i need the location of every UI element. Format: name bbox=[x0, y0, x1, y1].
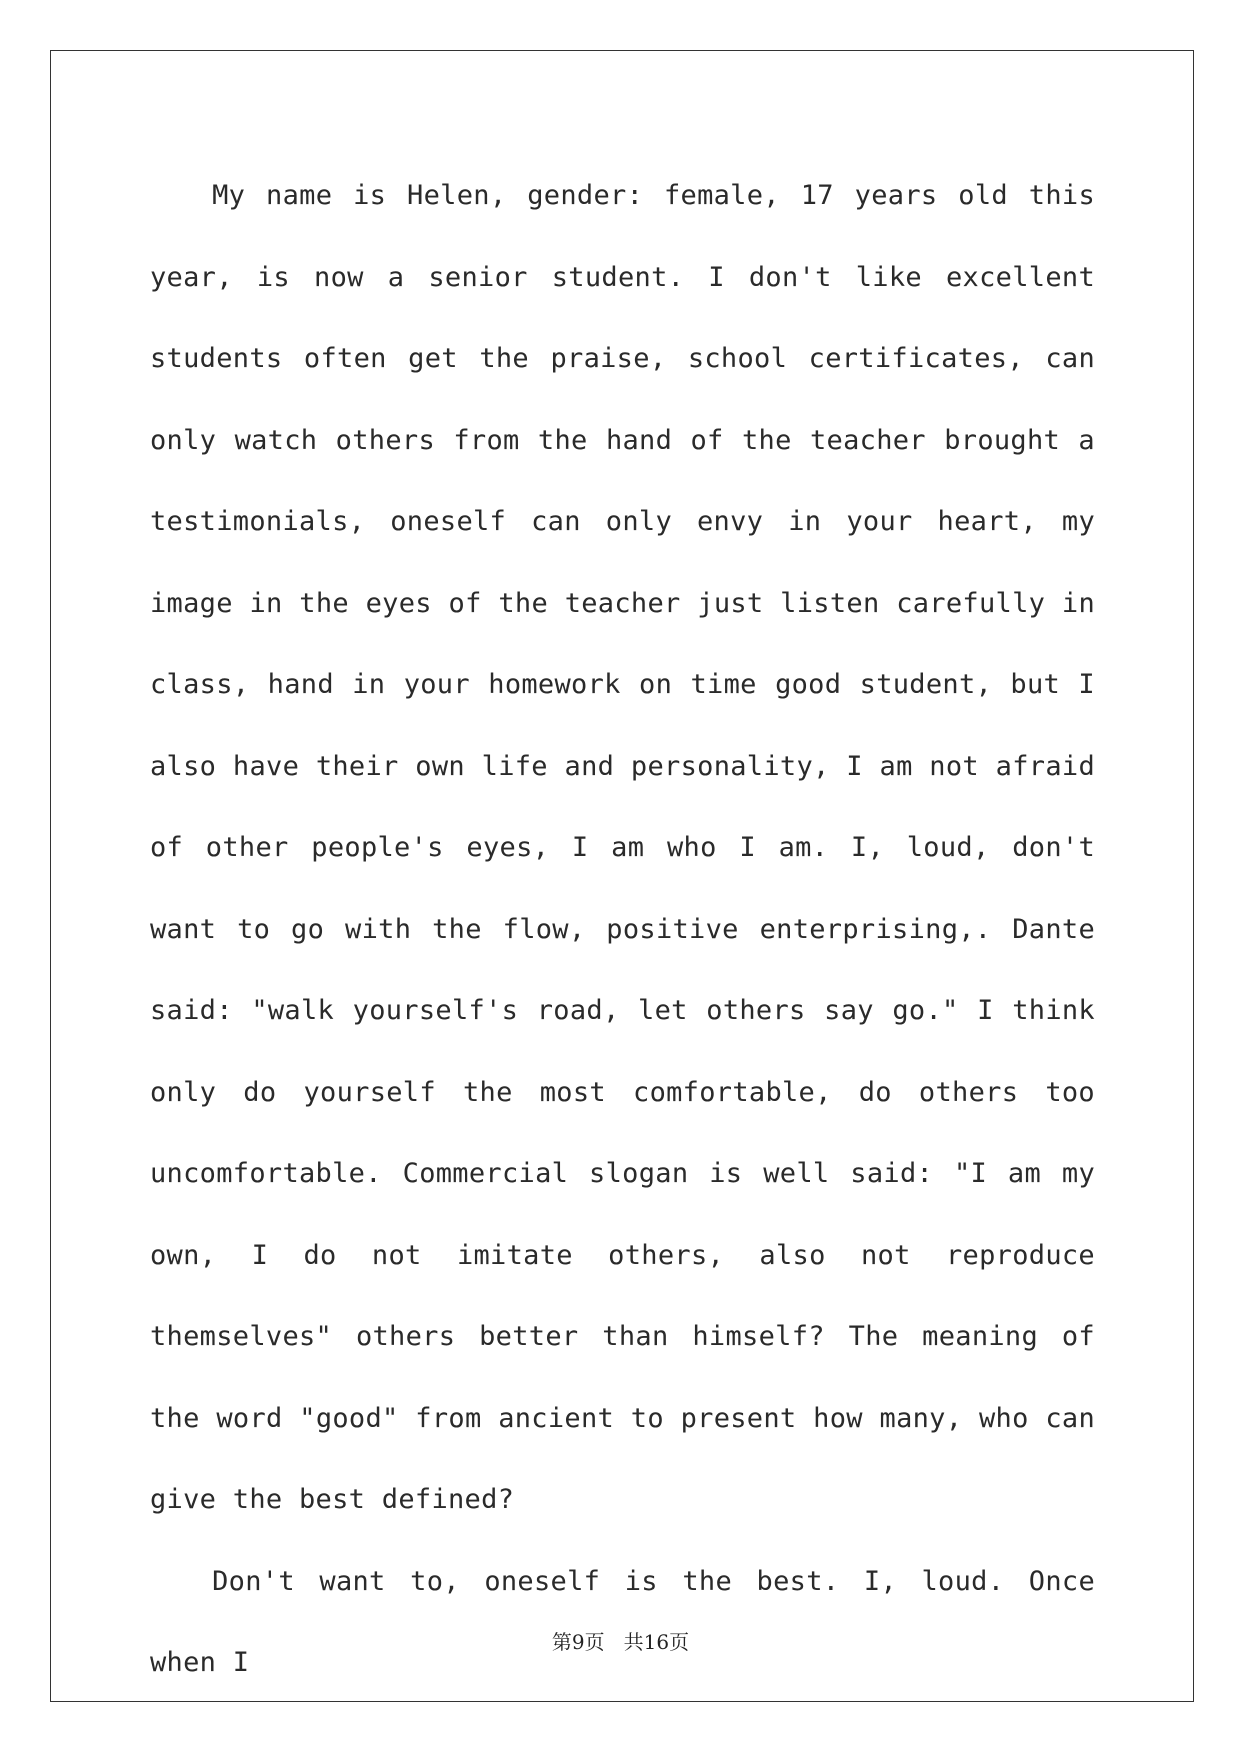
paragraph-1: My name is Helen, gender: female, 17 years old this year, is now a senior student. I don't like excellent students often get the praise, school certificates, can only watch others from the hand of the teacher brought a testimonials, oneself can only envy in your heart, my image in the eyes of the teacher just listen carefully in class, hand in your homework on time good student, but I also have their own life and personality, I am not afraid of other people's eyes, I am who I am. I, loud, don't want to go with the flow, positive enterprising,. Dante said: "walk yourself's road, let others say go." I think only do yourself the most comfortable, do others too uncomfortable. Commercial slogan is well said: "I am my own, I do not imitate others, also not reproduce themselves" others better than himself? The meaning of the word "good" from ancient to present how many, who can give the best defined? bbox=[150, 180, 1095, 1515]
page-total: 共16页 bbox=[623, 1630, 690, 1654]
paragraph-2: Don't want to, oneself is the best. I, loud. Once when I bbox=[150, 1565, 1095, 1678]
document-body bbox=[150, 155, 1095, 1704]
page-footer bbox=[0, 1626, 1241, 1655]
page-number: 第9页 bbox=[551, 1630, 605, 1654]
